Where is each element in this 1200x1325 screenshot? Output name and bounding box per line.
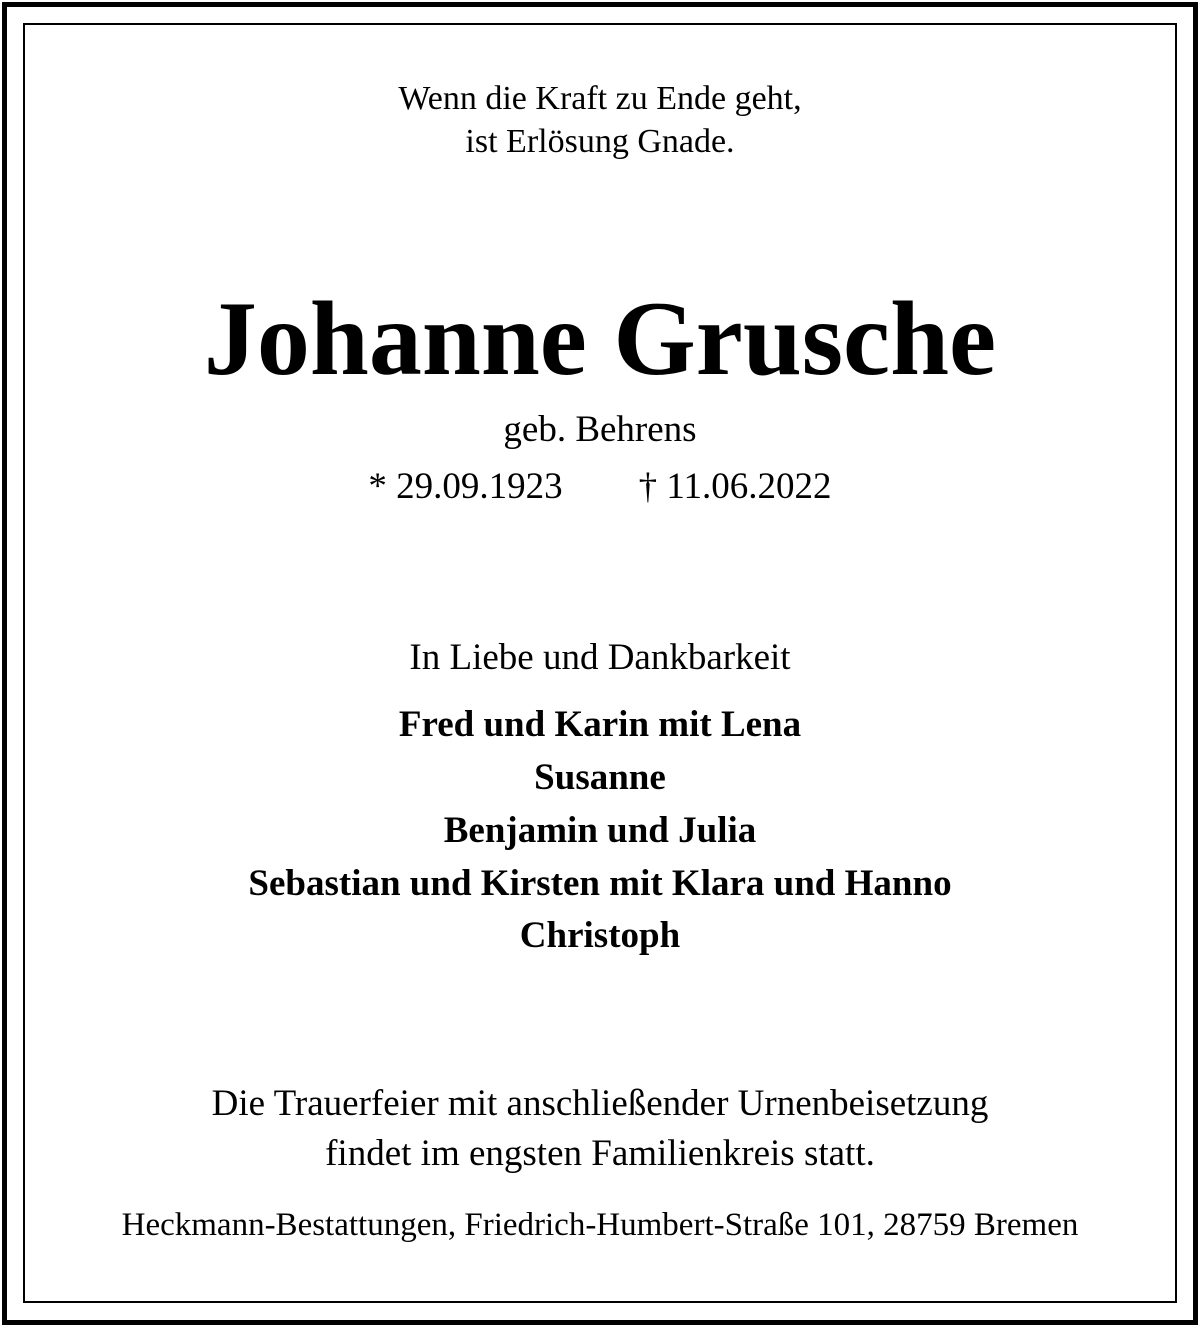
ceremony-line-2: findet im engsten Familienkreis statt.: [325, 1133, 875, 1174]
mourner-line: Susanne: [534, 757, 666, 798]
life-dates: [0, 468, 1200, 505]
mourners-intro: In Liebe und Dankbarkeit: [409, 637, 791, 678]
ceremony-line-1: Die Trauerfeier mit anschließender Urnenbeisetzung: [211, 1083, 989, 1124]
mourner-line: Sebastian und Kirsten mit Klara und Hanno: [248, 863, 952, 904]
mourner-line: Fred und Karin mit Lena: [398, 704, 802, 745]
birth-date: * 29.09.1923: [368, 466, 563, 507]
quote-line-1: Wenn die Kraft zu Ende geht,: [398, 80, 802, 117]
funeral-home-address: Heckmann-Bestattungen, Friedrich-Humbert-Straße 101, 28759 Bremen: [121, 1207, 1079, 1243]
maiden-name: geb. Behrens: [503, 409, 697, 450]
deceased-name: Johanne Grusche: [203, 280, 997, 397]
mourner-line: Christoph: [519, 915, 681, 956]
quote-line-2: ist Erlösung Gnade.: [465, 123, 735, 160]
death-date: † 11.06.2022: [638, 466, 832, 507]
mourner-line: Benjamin und Julia: [443, 810, 757, 851]
